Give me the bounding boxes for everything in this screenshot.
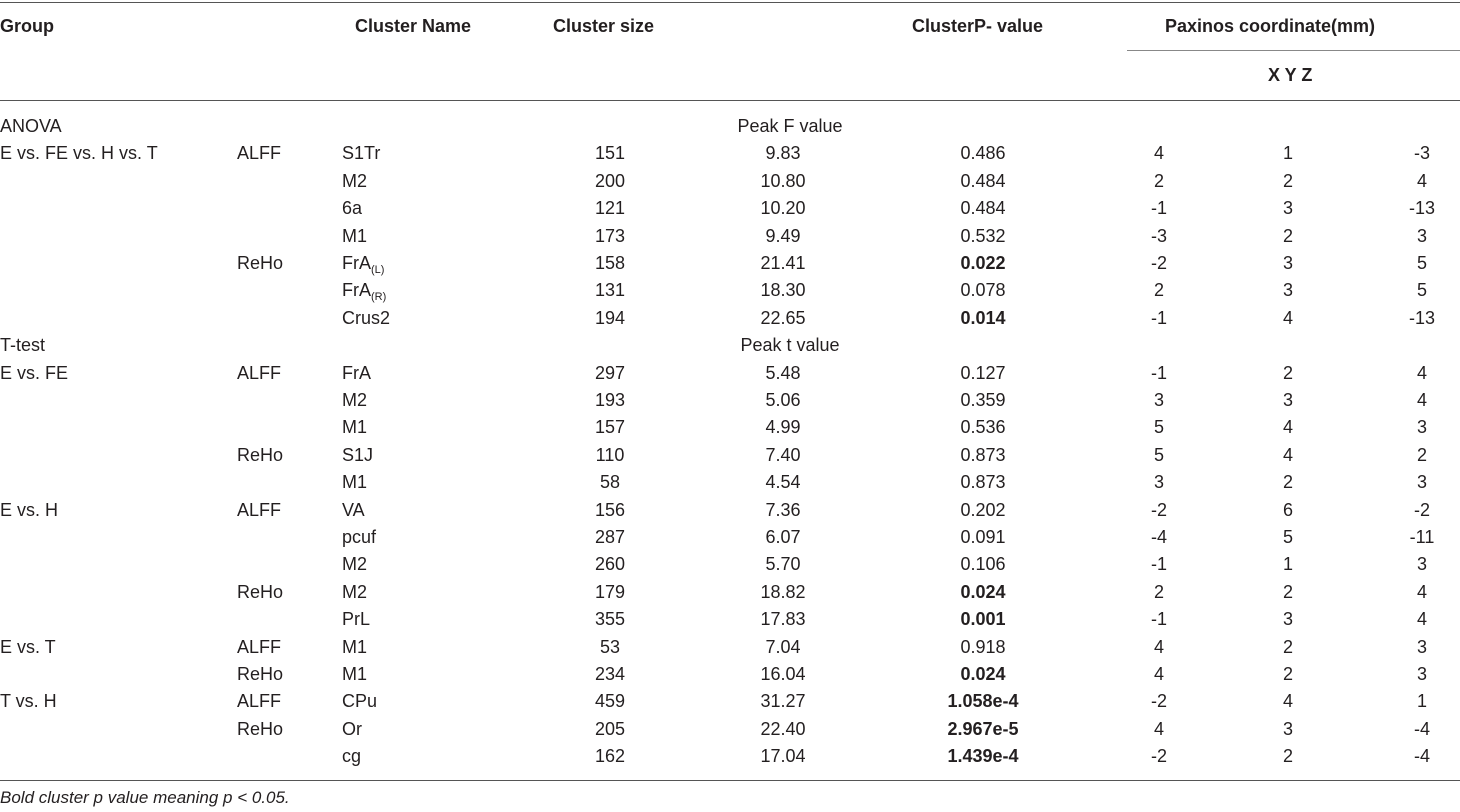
cell-x: 2 bbox=[1153, 581, 1165, 602]
cell-z: 2 bbox=[1416, 444, 1428, 465]
cell-z: 5 bbox=[1416, 280, 1428, 301]
cell-name bbox=[342, 690, 377, 712]
cluster-name-text: M2 bbox=[342, 390, 368, 410]
cluster-name-text: Crus2 bbox=[342, 307, 391, 328]
cell-peak: 22.65 bbox=[760, 307, 806, 328]
cell-z: -11 bbox=[1409, 527, 1435, 547]
cluster-name-text: CPu bbox=[342, 691, 378, 712]
cell-p: 0.091 bbox=[960, 527, 1006, 547]
cluster-name-text: FrA bbox=[342, 253, 371, 273]
cell-peak: 10.80 bbox=[760, 170, 806, 191]
cell-peak: 21.41 bbox=[760, 253, 806, 273]
cell-size: 297 bbox=[594, 362, 626, 383]
cell-x: -1 bbox=[1150, 554, 1168, 575]
header-cluster-size: Cluster size bbox=[553, 16, 655, 36]
cluster-name-text: S1Tr bbox=[342, 143, 381, 164]
cell-name bbox=[342, 362, 371, 384]
cell-name bbox=[342, 389, 367, 411]
cell-peak: 9.49 bbox=[765, 225, 801, 246]
cell-y: 3 bbox=[1282, 609, 1294, 630]
cell-x: -1 bbox=[1150, 198, 1168, 219]
cell-y: 2 bbox=[1282, 664, 1294, 684]
cell-size: 121 bbox=[594, 198, 626, 219]
cell-y: 6 bbox=[1282, 499, 1294, 520]
cell-peak: 9.83 bbox=[765, 143, 801, 164]
cell-z: 3 bbox=[1416, 472, 1428, 493]
cell-size: 173 bbox=[594, 225, 626, 246]
paxinos-subrule bbox=[1127, 50, 1460, 51]
cell-size: 193 bbox=[594, 390, 626, 410]
cell-name bbox=[342, 142, 380, 164]
cell-name bbox=[342, 252, 384, 274]
cluster-name-subscript: (L) bbox=[371, 264, 385, 276]
cell-size: 53 bbox=[599, 636, 621, 657]
cluster-name-text: M2 bbox=[342, 554, 368, 575]
cell-group: T vs. H bbox=[0, 691, 57, 712]
cell-p: 0.014 bbox=[960, 307, 1006, 328]
cell-z: 4 bbox=[1416, 170, 1428, 191]
cell-name bbox=[342, 444, 373, 466]
cell-peak: 7.40 bbox=[765, 444, 801, 465]
cell-y: 1 bbox=[1282, 143, 1294, 164]
cell-x: 4 bbox=[1153, 664, 1165, 684]
cell-size: 157 bbox=[594, 417, 626, 438]
cell-peak: 7.36 bbox=[765, 499, 801, 520]
cell-p: 0.359 bbox=[960, 390, 1006, 410]
cell-x: 5 bbox=[1153, 417, 1165, 438]
cell-p: 0.001 bbox=[960, 609, 1006, 630]
cell-z: 5 bbox=[1416, 253, 1428, 273]
cell-peak: 6.07 bbox=[765, 527, 801, 547]
cell-p: 2.967e-5 bbox=[947, 718, 1019, 739]
cell-z: -13 bbox=[1408, 307, 1436, 328]
cluster-name-subscript: (R) bbox=[371, 291, 387, 304]
cell-p: 0.484 bbox=[960, 170, 1006, 191]
cell-group: E vs. FE bbox=[0, 362, 69, 383]
cell-z: -13 bbox=[1408, 198, 1436, 219]
cell-method: ReHo bbox=[237, 253, 284, 273]
header-rule bbox=[0, 100, 1460, 101]
cell-peak-header: Peak F value bbox=[737, 116, 843, 136]
cell-x: -1 bbox=[1150, 307, 1168, 328]
cell-z: 4 bbox=[1416, 581, 1428, 602]
cell-y: 2 bbox=[1282, 170, 1294, 191]
cell-peak: 10.20 bbox=[760, 198, 806, 219]
cell-name bbox=[342, 279, 387, 304]
cell-p: 0.532 bbox=[960, 225, 1006, 246]
cell-name bbox=[342, 636, 367, 658]
cell-p: 1.058e-4 bbox=[947, 691, 1019, 712]
cell-x: -2 bbox=[1150, 691, 1168, 712]
cluster-name-text: M1 bbox=[342, 636, 368, 657]
cluster-name-text: FrA bbox=[342, 280, 371, 301]
cell-peak: 5.70 bbox=[765, 554, 801, 575]
cluster-name-text: Or bbox=[342, 718, 362, 739]
cell-p: 0.127 bbox=[960, 362, 1006, 383]
cell-p: 0.078 bbox=[960, 280, 1006, 301]
cell-p: 0.022 bbox=[960, 253, 1006, 273]
cell-x: -3 bbox=[1150, 225, 1168, 246]
bottom-rule bbox=[0, 780, 1460, 781]
cell-y: 2 bbox=[1282, 362, 1294, 383]
cell-name bbox=[342, 526, 376, 548]
cell-p: 0.536 bbox=[960, 417, 1006, 438]
header-cluster-name: Cluster Name bbox=[355, 16, 472, 36]
cell-p: 0.484 bbox=[960, 198, 1006, 219]
cell-method: ALFF bbox=[237, 362, 282, 383]
cell-y: 3 bbox=[1282, 280, 1294, 301]
cell-y: 3 bbox=[1282, 390, 1294, 410]
cell-p: 0.024 bbox=[960, 664, 1006, 684]
cell-group: ANOVA bbox=[0, 116, 62, 136]
cell-y: 3 bbox=[1282, 253, 1294, 273]
cell-x: 4 bbox=[1153, 143, 1165, 164]
cluster-name-text: S1J bbox=[342, 444, 374, 465]
cell-x: 5 bbox=[1153, 444, 1165, 465]
cell-size: 151 bbox=[594, 143, 626, 164]
cell-size: 194 bbox=[594, 307, 626, 328]
header-group: Group bbox=[0, 16, 54, 36]
cell-peak: 17.83 bbox=[760, 609, 806, 630]
cell-name bbox=[342, 581, 367, 603]
cell-group: E vs. H bbox=[0, 499, 59, 520]
cell-peak: 22.40 bbox=[760, 718, 806, 739]
cell-size: 156 bbox=[594, 499, 626, 520]
cell-method: ALFF bbox=[237, 499, 282, 520]
cell-size: 234 bbox=[594, 664, 626, 684]
cell-name bbox=[342, 416, 367, 438]
cell-x: -4 bbox=[1150, 527, 1168, 547]
cell-y: 3 bbox=[1282, 198, 1294, 219]
cell-size: 158 bbox=[594, 253, 626, 273]
top-rule bbox=[0, 2, 1460, 3]
cell-x: 3 bbox=[1153, 390, 1165, 410]
cell-name bbox=[342, 471, 367, 493]
cell-x: -1 bbox=[1150, 609, 1168, 630]
cell-method: ALFF bbox=[237, 143, 282, 164]
cell-z: 4 bbox=[1416, 609, 1428, 630]
cell-peak: 7.04 bbox=[765, 636, 801, 657]
cell-z: -4 bbox=[1413, 746, 1431, 767]
cell-name bbox=[342, 663, 367, 685]
cell-y: 5 bbox=[1282, 527, 1294, 547]
cell-y: 3 bbox=[1282, 718, 1294, 739]
cell-peak: 17.04 bbox=[760, 746, 806, 767]
cell-peak: 31.27 bbox=[760, 691, 806, 712]
cell-x: -1 bbox=[1150, 362, 1168, 383]
cell-name bbox=[342, 718, 362, 740]
cell-z: 3 bbox=[1416, 664, 1428, 684]
cluster-name-text: 6a bbox=[342, 198, 363, 219]
cell-size: 110 bbox=[595, 444, 625, 465]
cell-method: ReHo bbox=[237, 444, 284, 465]
cell-z: 3 bbox=[1416, 636, 1428, 657]
cell-z: -2 bbox=[1413, 499, 1431, 520]
cell-name bbox=[342, 499, 365, 521]
cell-y: 2 bbox=[1282, 636, 1294, 657]
cell-y: 2 bbox=[1282, 581, 1294, 602]
cell-name bbox=[342, 197, 362, 219]
cell-x: -2 bbox=[1150, 746, 1168, 767]
cell-method: ReHo bbox=[237, 581, 284, 602]
cell-z: 3 bbox=[1416, 417, 1428, 438]
cell-size: 179 bbox=[594, 581, 626, 602]
cell-size: 459 bbox=[594, 691, 626, 712]
cell-peak-header: Peak t value bbox=[740, 335, 840, 356]
cell-x: 2 bbox=[1153, 170, 1165, 191]
cell-name bbox=[342, 170, 367, 192]
cell-y: 4 bbox=[1282, 307, 1294, 328]
cluster-name-text: M1 bbox=[342, 664, 368, 684]
cell-p: 0.106 bbox=[960, 554, 1006, 575]
cell-peak: 18.30 bbox=[760, 280, 806, 301]
cluster-name-text: M1 bbox=[342, 472, 368, 493]
cell-size: 260 bbox=[594, 554, 626, 575]
cluster-name-text: M2 bbox=[342, 170, 368, 191]
cell-size: 355 bbox=[594, 609, 626, 630]
cell-p: 0.486 bbox=[960, 143, 1006, 164]
cell-x: 3 bbox=[1153, 472, 1165, 493]
header-paxinos-coordinate: Paxinos coordinate(mm) bbox=[1165, 16, 1376, 36]
cell-peak: 4.99 bbox=[765, 417, 801, 438]
cell-size: 287 bbox=[594, 527, 626, 547]
cell-size: 162 bbox=[594, 746, 626, 767]
cell-p: 0.024 bbox=[960, 581, 1006, 602]
cell-peak: 5.48 bbox=[765, 362, 801, 383]
header-cluster-p-value: ClusterP- value bbox=[912, 16, 1044, 36]
cluster-name-text: M1 bbox=[342, 225, 368, 246]
cell-size: 131 bbox=[594, 280, 626, 301]
cell-y: 4 bbox=[1282, 417, 1294, 438]
cluster-name-text: M1 bbox=[342, 417, 368, 438]
cell-method: ALFF bbox=[237, 636, 282, 657]
cell-name bbox=[342, 745, 361, 767]
cell-z: -4 bbox=[1413, 718, 1431, 739]
cell-size: 58 bbox=[599, 472, 621, 493]
cell-z: 1 bbox=[1416, 691, 1428, 712]
cell-z: 4 bbox=[1416, 362, 1428, 383]
cell-x: 4 bbox=[1153, 718, 1165, 739]
cell-p: 0.918 bbox=[960, 636, 1006, 657]
cell-x: -2 bbox=[1150, 499, 1168, 520]
cell-p: 0.202 bbox=[960, 499, 1006, 520]
cell-name bbox=[342, 553, 367, 575]
cluster-name-text: M2 bbox=[342, 581, 368, 602]
cell-y: 2 bbox=[1282, 472, 1294, 493]
cell-peak: 4.54 bbox=[765, 472, 801, 493]
cell-p: 0.873 bbox=[960, 472, 1006, 493]
cell-p: 1.439e-4 bbox=[947, 746, 1019, 767]
footnote: Bold cluster p value meaning p < 0.05. bbox=[0, 788, 290, 807]
cluster-name-text: FrA bbox=[342, 362, 371, 383]
cell-size: 200 bbox=[594, 170, 626, 191]
cell-x: 2 bbox=[1153, 280, 1165, 301]
cell-x: 4 bbox=[1153, 636, 1165, 657]
cluster-name-text: VA bbox=[342, 499, 365, 520]
cell-peak: 16.04 bbox=[760, 664, 806, 684]
header-xyz: X Y Z bbox=[1268, 65, 1313, 85]
cluster-name-text: cg bbox=[342, 746, 362, 767]
cell-method: ReHo bbox=[237, 664, 284, 684]
cell-peak: 5.06 bbox=[765, 390, 801, 410]
cell-y: 2 bbox=[1282, 225, 1294, 246]
cell-group: T-test bbox=[0, 335, 46, 356]
cell-p: 0.873 bbox=[960, 444, 1006, 465]
cell-method: ALFF bbox=[237, 691, 282, 712]
cell-name bbox=[342, 608, 370, 630]
cell-method: ReHo bbox=[237, 718, 284, 739]
cell-name bbox=[342, 307, 390, 329]
cell-z: 4 bbox=[1416, 390, 1428, 410]
cell-group: E vs. T bbox=[0, 636, 56, 657]
cell-name bbox=[342, 225, 367, 247]
cell-z: 3 bbox=[1416, 225, 1428, 246]
cell-peak: 18.82 bbox=[760, 581, 806, 602]
cluster-name-text: pcuf bbox=[342, 527, 377, 547]
cell-y: 4 bbox=[1282, 444, 1294, 465]
cell-size: 205 bbox=[594, 718, 626, 739]
cell-y: 1 bbox=[1282, 554, 1294, 575]
cell-y: 2 bbox=[1282, 746, 1294, 767]
cell-z: -3 bbox=[1413, 143, 1431, 164]
cluster-name-text: PrL bbox=[342, 609, 371, 630]
cell-z: 3 bbox=[1416, 554, 1428, 575]
cell-y: 4 bbox=[1282, 691, 1294, 712]
cell-group: E vs. FE vs. H vs. T bbox=[0, 143, 158, 164]
cell-x: -2 bbox=[1150, 253, 1168, 273]
